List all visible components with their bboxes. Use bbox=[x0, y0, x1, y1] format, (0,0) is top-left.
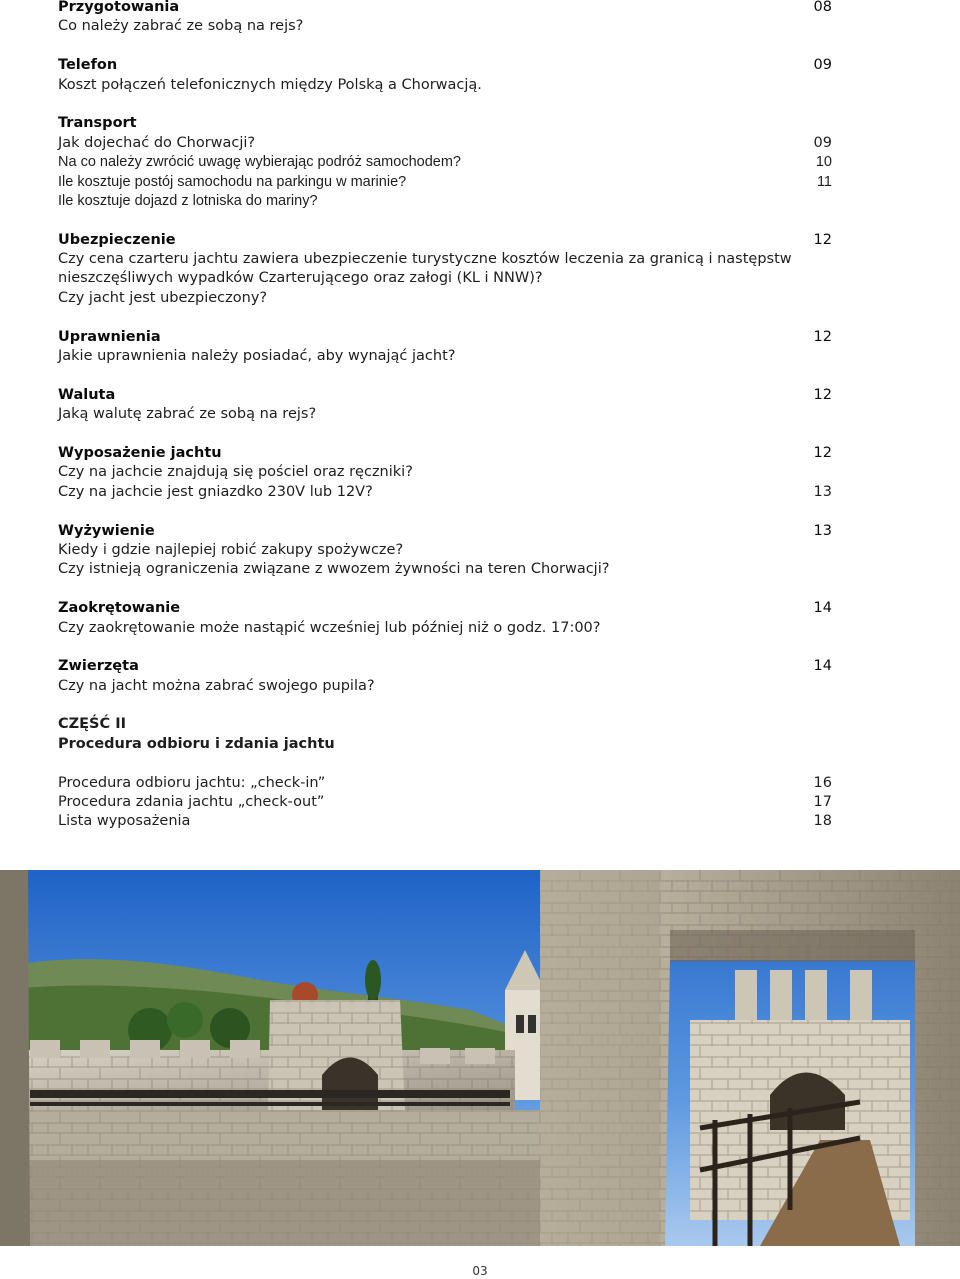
section-heading bbox=[58, 386, 832, 405]
toc-entry-page: 09 bbox=[813, 134, 832, 151]
part-two-list bbox=[58, 774, 832, 832]
toc-entry bbox=[58, 774, 832, 793]
toc-entry-text: Procedura odbioru jachtu: „check-in” bbox=[58, 774, 326, 791]
section-heading-page: 12 bbox=[813, 328, 832, 345]
toc-entry bbox=[58, 405, 832, 424]
fortress-photo bbox=[0, 870, 960, 1246]
toc-section bbox=[58, 328, 832, 367]
part-label: CZĘŚĆ II bbox=[58, 716, 126, 733]
toc-entry bbox=[58, 153, 832, 172]
section-heading bbox=[58, 657, 832, 676]
section-heading-page: 12 bbox=[813, 444, 832, 461]
toc-entry-page: 16 bbox=[813, 774, 832, 791]
toc-entry-text: Kiedy i gdzie najlepiej robić zakupy spożywcze? bbox=[58, 541, 404, 558]
toc-entry-text: Ile kosztuje postój samochodu na parkingu w marinie? bbox=[58, 173, 407, 190]
toc-entry bbox=[58, 76, 832, 95]
toc-entry bbox=[58, 677, 832, 696]
section-heading-page: 12 bbox=[813, 231, 832, 248]
toc-entry-text: Lista wyposażenia bbox=[58, 813, 191, 830]
toc-entry-text: Jaką walutę zabrać ze sobą na rejs? bbox=[58, 406, 317, 423]
section-heading-page: 12 bbox=[813, 386, 832, 403]
toc-section bbox=[58, 522, 832, 580]
toc-entry-text: Czy na jachcie jest gniazdko 230V lub 12V? bbox=[58, 483, 373, 500]
toc-entry-text: Czy cena czarteru jachtu zawiera ubezpieczenie turystyczne kosztów leczenia za granicą i następstw bbox=[58, 251, 792, 268]
toc-entry bbox=[58, 560, 832, 579]
section-heading-page: 13 bbox=[813, 522, 832, 539]
toc-section bbox=[58, 231, 832, 309]
section-heading bbox=[58, 0, 832, 17]
toc-entry bbox=[58, 793, 832, 812]
section-heading-text: Zwierzęta bbox=[58, 658, 139, 675]
toc-section bbox=[58, 0, 832, 37]
toc-entry bbox=[58, 347, 832, 366]
toc-entry bbox=[58, 812, 832, 831]
toc-entry bbox=[58, 269, 832, 288]
toc-entry-text: Czy zaokrętowanie może nastąpić wcześniej lub później niż o godz. 17:00? bbox=[58, 619, 601, 636]
toc-entry-page: 17 bbox=[813, 794, 832, 811]
toc-entry-text: Na co należy zwrócić uwagę wybierając podróż samochodem? bbox=[58, 154, 461, 171]
section-heading-text: Waluta bbox=[58, 386, 116, 403]
section-heading-page: 09 bbox=[813, 57, 832, 74]
toc-entry bbox=[58, 289, 832, 308]
section-heading-text: Uprawnienia bbox=[58, 328, 161, 345]
toc-section bbox=[58, 444, 832, 502]
section-heading bbox=[58, 56, 832, 75]
toc-entry-text: Koszt połączeń telefonicznych między Polską a Chorwacją. bbox=[58, 76, 482, 93]
toc-entry-text: Co należy zabrać ze sobą na rejs? bbox=[58, 18, 304, 35]
toc-entry-page: 10 bbox=[815, 154, 832, 171]
section-heading-text: Przygotowania bbox=[58, 0, 180, 15]
section-heading bbox=[58, 599, 832, 618]
section-heading bbox=[58, 522, 832, 541]
toc-entry bbox=[58, 17, 832, 36]
section-heading-page: 08 bbox=[813, 0, 832, 15]
table-of-contents bbox=[58, 0, 832, 832]
toc-entry bbox=[58, 173, 832, 192]
toc-entry-page: 11 bbox=[816, 173, 832, 190]
toc-entry-text: nieszczęśliwych wypadków Czarterującego oraz załogi (KL i NNW)? bbox=[58, 270, 543, 287]
toc-entry-text: Czy na jacht można zabrać swojego pupila? bbox=[58, 677, 375, 694]
section-heading-text: Wyżywienie bbox=[58, 522, 155, 539]
toc-entry bbox=[58, 619, 832, 638]
toc-entry bbox=[58, 483, 832, 502]
section-heading-text: Transport bbox=[58, 115, 137, 132]
toc-section bbox=[58, 114, 832, 211]
toc-entry bbox=[58, 134, 832, 153]
section-heading-text: Telefon bbox=[58, 57, 118, 74]
section-heading-page: 14 bbox=[813, 600, 832, 617]
toc-section bbox=[58, 386, 832, 425]
toc-entry bbox=[58, 463, 832, 482]
section-heading bbox=[58, 444, 832, 463]
toc-entry bbox=[58, 250, 832, 269]
toc-section bbox=[58, 599, 832, 638]
section-heading-text: Ubezpieczenie bbox=[58, 231, 176, 248]
toc-entry-text: Procedura zdania jachtu „check-out” bbox=[58, 794, 325, 811]
toc-entry-text: Czy jacht jest ubezpieczony? bbox=[58, 289, 268, 306]
section-heading bbox=[58, 114, 832, 133]
section-heading-text: Zaokrętowanie bbox=[58, 600, 181, 617]
toc-entry-text: Ile kosztuje dojazd z lotniska do mariny? bbox=[58, 192, 318, 209]
toc-section bbox=[58, 56, 832, 95]
toc-entry bbox=[58, 541, 832, 560]
toc-section bbox=[58, 657, 832, 696]
toc-entry-text: Jak dojechać do Chorwacji? bbox=[58, 134, 256, 151]
toc-entry-text: Czy istnieją ograniczenia związane z wwozem żywności na teren Chorwacji? bbox=[58, 561, 610, 578]
section-heading bbox=[58, 231, 832, 250]
toc-entry bbox=[58, 192, 832, 211]
toc-entry-text: Jakie uprawnienia należy posiadać, aby wynająć jacht? bbox=[58, 348, 456, 365]
page-number: 03 bbox=[472, 1264, 488, 1278]
toc-entry-text: Czy na jachcie znajdują się pościel oraz ręczniki? bbox=[58, 464, 413, 481]
toc-entry-page: 13 bbox=[813, 483, 832, 500]
toc-sections bbox=[58, 0, 832, 696]
section-heading-page: 14 bbox=[813, 658, 832, 675]
section-heading-text: Wyposażenie jachtu bbox=[58, 444, 222, 461]
part-two-header bbox=[58, 715, 832, 754]
toc-entry-page: 18 bbox=[813, 813, 832, 830]
section-heading bbox=[58, 328, 832, 347]
part-title: Procedura odbioru i zdania jachtu bbox=[58, 735, 335, 752]
